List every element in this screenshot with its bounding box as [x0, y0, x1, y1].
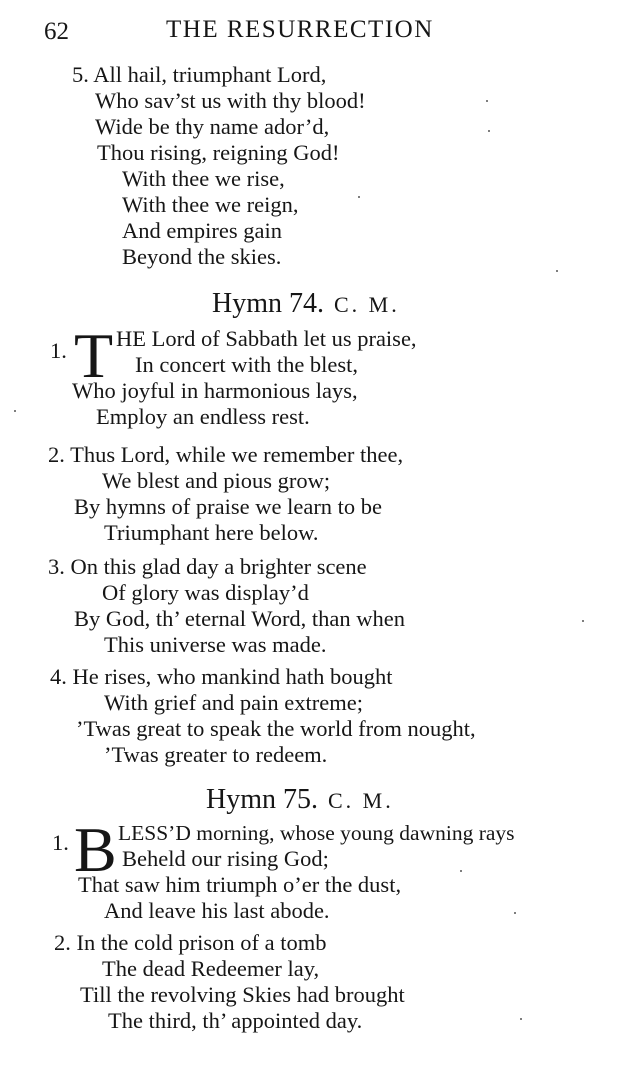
stanza-line: And leave his last abode. [104, 898, 330, 923]
scan-speck [486, 100, 488, 102]
stanza-line: 2. In the cold prison of a tomb [54, 930, 327, 955]
stanza-line: In concert with the blest, [135, 352, 359, 377]
hymn-75-title [206, 784, 394, 817]
stanza-line: The dead Redeemer lay, [102, 956, 320, 981]
stanza-line: Till the revolving Skies had brought [80, 982, 405, 1007]
stanza-line: Beheld our rising God; [122, 846, 329, 871]
stanza-line: By hymns of praise we learn to be [74, 494, 383, 519]
page-number: 62 [44, 18, 69, 45]
stanza-line: 2. Thus Lord, while we remember thee, [48, 442, 404, 467]
stanza-line: HE Lord of Sabbath let us praise, [116, 326, 417, 351]
stanza-line: With grief and pain extreme; [104, 690, 363, 715]
stanza-line: Employ an endless rest. [96, 404, 310, 429]
stanza-line: Of glory was display’d [102, 580, 309, 605]
stanza-line: We blest and pious grow; [102, 468, 331, 493]
hymn-74-title [212, 288, 400, 321]
stanza-line: Wide be thy name ador’d, [95, 114, 330, 139]
drop-cap: T [74, 320, 114, 391]
running-title: THE RESURRECTION [166, 16, 434, 43]
stanza-line: ’Twas great to speak the world from nought, [76, 716, 476, 741]
scan-speck [488, 130, 490, 132]
stanza-line: And empires gain [122, 218, 282, 243]
scan-speck [556, 270, 558, 272]
stanza-number: 1. [50, 338, 67, 363]
page-header [44, 14, 604, 48]
hymn-meter: C. M. [334, 292, 400, 317]
stanza-line: Who sav’st us with thy blood! [95, 88, 366, 113]
stanza-line: 4. He rises, who mankind hath bought [50, 664, 393, 689]
scan-speck [520, 1018, 522, 1020]
scan-speck [582, 620, 584, 622]
stanza-line: Thou rising, reigning God! [97, 140, 340, 165]
stanza-line: This universe was made. [104, 632, 327, 657]
drop-cap: B [74, 814, 117, 885]
stanza-line: ’Twas greater to redeem. [104, 742, 328, 767]
stanza-line: With thee we rise, [122, 166, 285, 191]
hymn-meter: C. M. [328, 788, 394, 813]
stanza-line: Triumphant here below. [104, 520, 319, 545]
stanza-line: Who joyful in harmonious lays, [72, 378, 358, 403]
stanza-line: Beyond the skies. [122, 244, 282, 269]
stanza-line: By God, th’ eternal Word, than when [74, 606, 406, 631]
hymn-number: Hymn 75. [206, 784, 318, 815]
scan-speck [460, 870, 462, 872]
stanza-line: That saw him triumph o’er the dust, [78, 872, 402, 897]
stanza-line: With thee we reign, [122, 192, 299, 217]
stanza-line: LESS’D morning, whose young dawning rays [118, 821, 515, 845]
stanza-line: The third, th’ appointed day. [108, 1008, 363, 1033]
stanza-number: 1. [52, 830, 69, 855]
scan-speck [358, 196, 360, 198]
scan-speck [14, 410, 16, 412]
stanza-line: 3. On this glad day a brighter scene [48, 554, 367, 579]
scan-speck [514, 912, 516, 914]
hymn-number: Hymn 74. [212, 288, 324, 319]
stanza-line: 5. All hail, triumphant Lord, [72, 62, 327, 87]
